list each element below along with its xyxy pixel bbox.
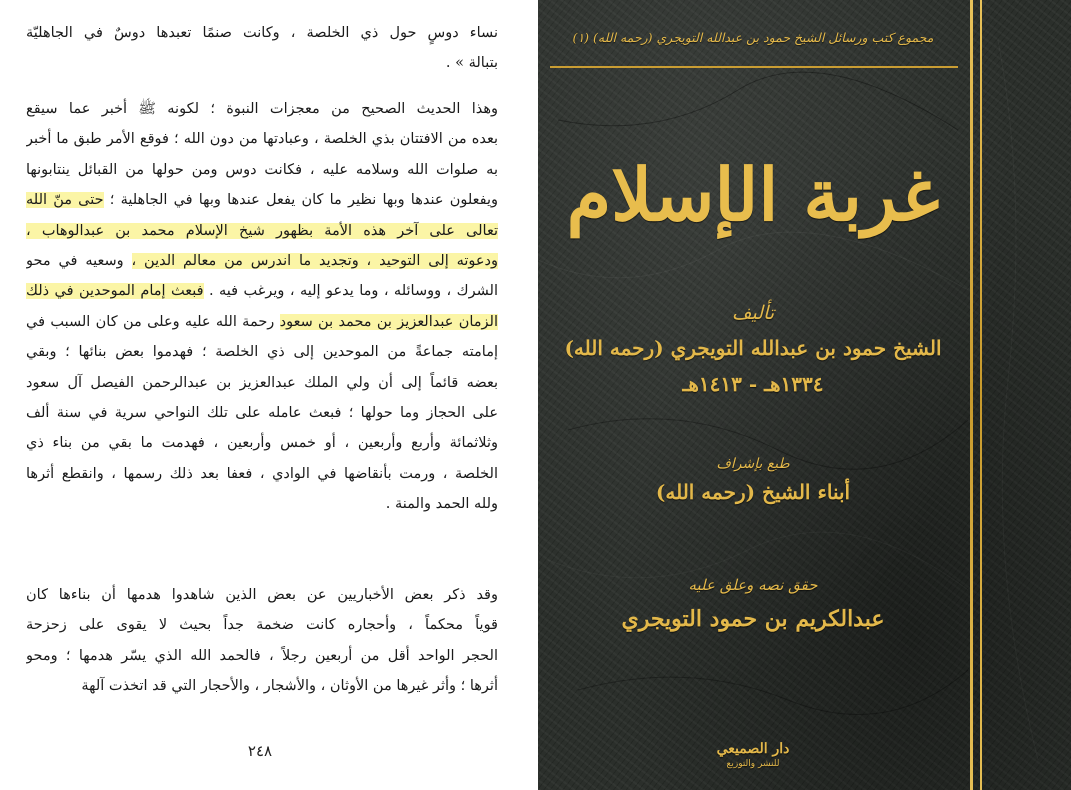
text-segment: قوياً محكماً ، وأحجاره كانت ضخمة جداً بحيث لا يقوى على زحزحة xyxy=(26,617,498,634)
printed-under-label: طبع بإشراف xyxy=(716,456,790,472)
text-line xyxy=(26,428,498,458)
editor-label: حقق نصه وعلق عليه xyxy=(688,576,818,594)
text-line xyxy=(26,246,498,276)
text-segment: رحمة الله عليه وعلى من كان السبب في xyxy=(26,313,280,330)
text-segment: ويفعلون عندها وبها نظير ما كان يفعل عندها وبها في الجاهلية ؛ xyxy=(103,192,498,209)
text-segment: بتبالة » . xyxy=(445,55,498,72)
book-page xyxy=(0,0,520,790)
text-line xyxy=(26,48,498,78)
paragraph-2 xyxy=(26,94,498,519)
text-line xyxy=(26,94,498,124)
series-title: مجموع كتب ورسائل الشيخ حمود بن عبدالله التويجري (رحمه الله) (١) xyxy=(572,30,934,45)
text-line xyxy=(26,398,498,428)
text-segment: وثلاثمائة وأربع وأربعين ، أو خمس وأربعين ، فهدمت ما بقي من بناء ذي xyxy=(26,435,498,452)
text-line xyxy=(26,641,498,671)
book-title: غربة الإسلام xyxy=(566,152,940,237)
editor-name: عبدالكريم بن حمود التويجري xyxy=(621,606,885,632)
author-name: الشيخ حمود بن عبدالله التويجري (رحمه الله) xyxy=(564,336,942,360)
highlighted-text: حتى منّ الله xyxy=(26,192,104,209)
text-segment: نساء دوسٍ حول ذي الخلصة ، وكانت صنمًا تعبدها دوسٌ في الجاهليّة xyxy=(26,25,498,41)
text-segment: بعضه قائماً إلى أن ولي الملك عبدالعزيز بن عبدالرحمن الفيصل آل سعود xyxy=(26,374,498,391)
text-segment: على الحجاز وما حولها ؛ فبعث عامله على تلك النواحي سرية في سنة ألف xyxy=(26,404,498,421)
text-segment: بعده من الافتتان بذي الخلصة ، وعبادتها من دون الله ؛ فوقع الأمر طبق ما أخبر xyxy=(26,131,498,148)
text-segment: ولله الحمد والمنة . xyxy=(385,496,498,513)
text-line xyxy=(26,216,498,246)
page-number: ٢٤٨ xyxy=(247,742,273,760)
text-line xyxy=(26,610,498,640)
publisher-logo xyxy=(548,740,958,770)
text-segment: الخلصة ، ورمت بأنقاضها في الوادي ، فعفا بعد ذلك رسمها ، وانقطع أثرها xyxy=(26,465,498,482)
paragraph-1 xyxy=(26,18,498,79)
text-line xyxy=(26,580,498,610)
text-segment: وقد ذكر بعض الأخباريين عن بعض الذين شاهدوا هدمها أن بناءها كان xyxy=(26,587,498,603)
publisher-name: أبناء الشيخ (رحمه الله) xyxy=(655,480,851,504)
publishing-house-name: دار الصميعي xyxy=(716,741,790,757)
text-line xyxy=(26,18,498,48)
text-line xyxy=(26,276,498,306)
highlighted-text: ودعوته إلى التوحيد ، وتجديد ما اندرس من معالم الدين ، xyxy=(131,252,498,269)
text-segment: وهذا الحديث الصحيح من معجزات النبوة ؛ لكونه ﷺ أخبر عما سيقع xyxy=(26,101,498,117)
text-segment: الحجر الواحد أقل من أربعين رجلاً ، فالحمد الله الذي يسّر هدمها ؛ ومحو xyxy=(26,647,498,664)
text-segment: إمامته جماعةً من الموحدين إلى ذي الخلصة ؛ فهدموا بعض بنائها ؛ وبقي xyxy=(26,344,498,361)
text-segment: وسعيه في محو xyxy=(26,252,132,269)
highlighted-text: الزمان عبدالعزيز بن محمد بن سعود xyxy=(279,313,498,330)
text-line xyxy=(26,307,498,337)
text-segment: الشرك ، ووسائله ، وما يدعو إليه ، ويرغب فيه . xyxy=(203,283,498,300)
publishing-house-subtitle: للنشر والتوزيع xyxy=(726,759,780,769)
text-line xyxy=(26,671,498,701)
gold-border-line xyxy=(970,0,973,790)
text-segment: أثرها ؛ وأثر غيرها من الأوثان ، والأشجار ، والأحجار التي قد اتخذت آلهة xyxy=(81,678,498,695)
text-line xyxy=(26,155,498,185)
gold-border-line xyxy=(980,0,982,790)
authored-label: تأليف xyxy=(731,302,775,324)
text-line xyxy=(26,368,498,398)
text-line xyxy=(26,124,498,154)
highlighted-text: تعالى على آخر هذه الأمة بظهور شيخ الإسلام محمد بن عبدالوهاب ، xyxy=(26,222,498,239)
text-line xyxy=(26,337,498,367)
text-line xyxy=(26,459,498,489)
author-dates: ١٣٣٤هـ - ١٤١٣هـ xyxy=(682,372,824,396)
text-line xyxy=(26,489,498,519)
book-cover xyxy=(538,0,1071,790)
text-segment: به صلوات الله وسلامه عليه ، فكانت دوس ومن حولها من القبائل ينتابونها xyxy=(26,161,498,178)
highlighted-text: فبعث إمام الموحدين في ذلك xyxy=(26,283,204,300)
gold-divider xyxy=(550,66,958,68)
text-line xyxy=(26,185,498,215)
paragraph-3 xyxy=(26,580,498,702)
